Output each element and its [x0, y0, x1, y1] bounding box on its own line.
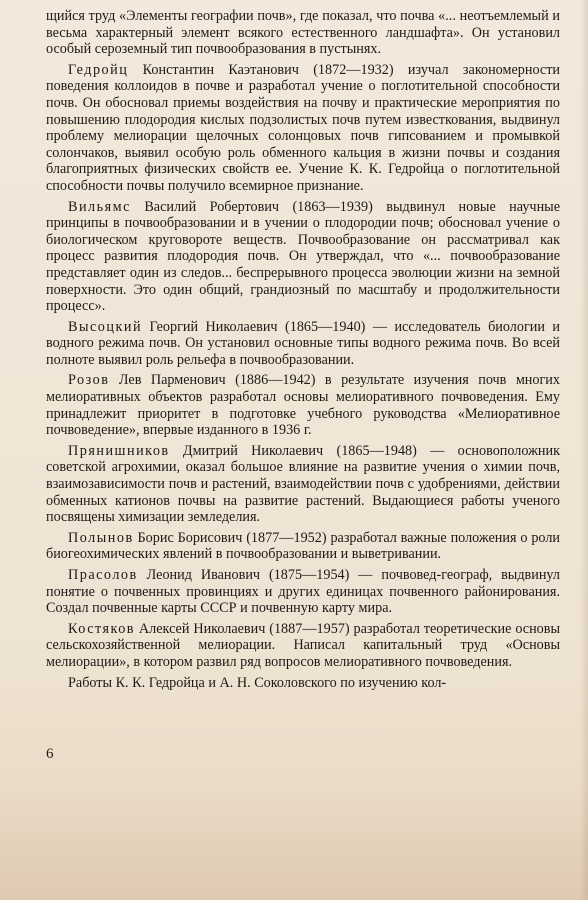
paragraph-williams [46, 199, 560, 315]
paragraph-gedroits [46, 62, 560, 195]
paragraph-text: Борис Борисович (1877—1952) разработал важные положения о роли биогеохимических явлений в почвообразовании и выветривании. [46, 529, 560, 563]
paragraph-text: щийся труд «Элементы географии почв», где показал, что почва «... неотъемлемый и весьма характерный элемент всякого естественного ландшафта». Он установил особый сероземный тип почвообразования в пустынях. [46, 8, 560, 58]
paragraph-text: Лев Парменович (1886—1942) в результате изучения почв многих мелиоративных объектов разработал основы мелиоративного почвоведения. Ему принадлежит приоритет в подготовке учебного руководства «Мелиоративное почвоведение», впервые изданного в 1936 г. [46, 372, 560, 439]
paragraph-text: Леонид Иванович (1875—1954) — почвовед-географ, выдвинул понятие о почвенных провинциях и других единицах почвенного районирования. Создал почвенные карты СССР и почвенную карту мира. [46, 567, 560, 617]
paragraph-text: Георгий Николаевич (1865—1940) — исследователь биологии и водного режима почв. Он установил основные типы водного режима почв. Во всей полноте выявил роль рельефа в почвообразовании. [46, 318, 560, 368]
scientist-surname: Вильямс [68, 198, 131, 215]
scientist-surname: Прянишников [68, 442, 170, 459]
paragraph-text: Константин Каэтанович (1872—1932) изучал закономерности поведения коллоидов в почве и разработал учение о поглотительной способности почв. Он обосновал приемы воздействия на почву и практические мероприятия по повышению плодородия кислых подзолистых почв путем известкования, выдвинул проблему мелиорации щелочных солонцовых почв гипсованием и промывкой солончаков, выявил особую роль обменного кальция в жизни почвы и создания благоприятных физических свойств ее. Учение К. К. Гедройца о поглотительной способности почвы получило всемирное признание. [46, 61, 560, 194]
paragraph-polynov [46, 530, 560, 563]
scientist-surname: Прасолов [68, 567, 138, 583]
paragraph-prasolov [46, 567, 560, 617]
scientist-surname: Полынов [68, 529, 134, 546]
page-text [46, 8, 560, 695]
scientist-surname: Розов [68, 372, 110, 389]
scientist-surname: Высоцкий [68, 318, 143, 335]
scientist-surname: Гедройц [68, 61, 129, 78]
paragraph-pryanishnikov [46, 443, 560, 526]
paragraph-text: Василий Робертович (1863—1939) выдвинул новые научные принципы в почвообразовании и в учении о плодородии почв; обосновал учение о биологическом круговороте веществ. Почвообразование он рассматривал как процесс развития плодородия почв. Он утверждал, что «... почвообразование представляет один из следов... беспрерывного процесса эволюции жизни на земной поверхности. Это один общий, грандиозный по масштабу и продолжительности процесс». [46, 198, 560, 315]
paragraph-rozov [46, 372, 560, 438]
paragraph-closing [46, 675, 560, 692]
page-number: 6 [46, 746, 54, 762]
page-edge-shadow [580, 0, 588, 900]
scientist-surname: Костяков [68, 620, 136, 637]
paragraph-text: Дмитрий Николаевич (1865—1948) — основоположник советской агрохимии, оказал большое влияние на развитие учения о химии почв, взаимозависимости почв и растений, взаимодействии почв с удобрениями, действии обменных катионов почвы на развитие растений. Выдающиеся работы ученого посвящены химизации земледелия. [46, 442, 560, 526]
paragraph-text: Алексей Николаевич (1887—1957) разработал теоретические основы сельскохозяйственной мелиорации. Написал капитальный труд «Основы мелиорации», в котором развил ряд вопросов мелиоративного почвоведения. [46, 620, 560, 670]
paragraph-vysotsky [46, 319, 560, 369]
paragraph-text: Работы К. К. Гедройца и А. Н. Соколовского по изучению кол- [68, 674, 447, 691]
paper-stain [0, 780, 588, 900]
paragraph-intro [46, 8, 560, 58]
paragraph-kostyakov [46, 621, 560, 671]
